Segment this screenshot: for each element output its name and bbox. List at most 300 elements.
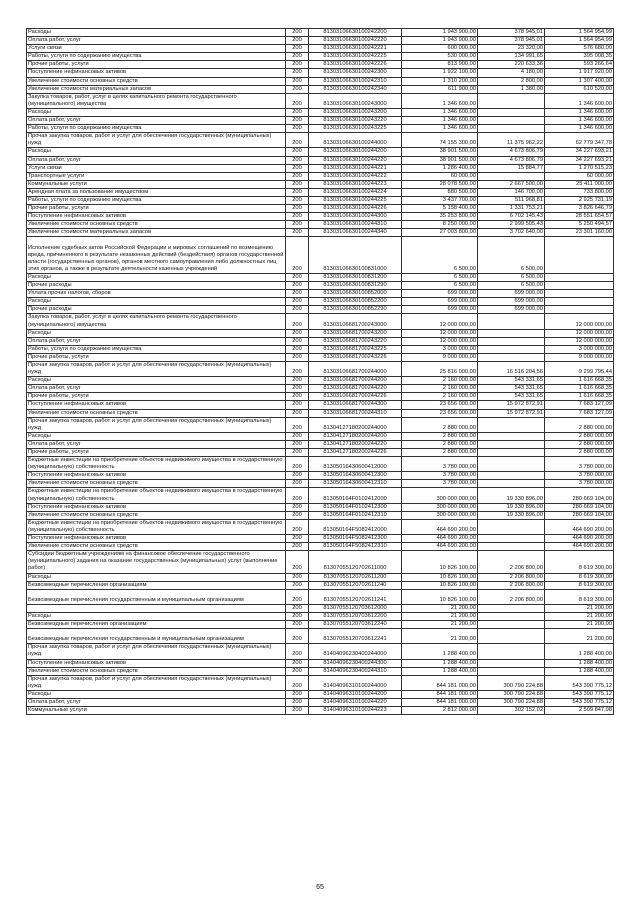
row-classification-code: 813050164F5082412300 — [309, 535, 402, 543]
table-row — [27, 707, 614, 715]
table-row — [27, 205, 614, 213]
row-line-code: 200 — [286, 273, 309, 281]
table-row — [27, 440, 614, 448]
row-classification-code: 81303106630100242226 — [309, 61, 402, 69]
row-unexecuted-amount: 8 619 300,00 — [545, 589, 614, 604]
row-unexecuted-amount: 1 288 400,00 — [545, 667, 614, 675]
row-name: Прочая закупка товаров, работ и услуг для обеспечения государственных (муниципальных) нужд — [27, 675, 286, 690]
row-approved-amount: 10 826 100,00 — [402, 551, 478, 573]
row-line-code: 200 — [286, 337, 309, 345]
row-classification-code: 81307055120702611241 — [309, 589, 402, 604]
row-approved-amount: 1 346 600,00 — [402, 117, 478, 125]
row-classification-code: 81303106630100831000 — [309, 237, 402, 274]
table-row — [27, 221, 614, 229]
row-executed-amount: 300 790 224,88 — [478, 690, 545, 698]
row-line-code: 200 — [286, 472, 309, 480]
row-name: Расходы — [27, 29, 286, 37]
table-row — [27, 306, 614, 314]
row-line-code: 200 — [286, 581, 309, 589]
row-name: Поступление нефинансовых активов — [27, 472, 286, 480]
row-classification-code: 81305016430600412300 — [309, 472, 402, 480]
row-executed-amount — [478, 125, 545, 133]
row-executed-amount: 4 673 806,79 — [478, 148, 545, 156]
row-approved-amount: 844 181 000,00 — [402, 675, 478, 690]
row-line-code: 200 — [286, 503, 309, 511]
row-approved-amount: 38 901 500,00 — [402, 148, 478, 156]
row-classification-code: 81404096230400244300 — [309, 659, 402, 667]
row-unexecuted-amount: 21 200,00 — [545, 621, 614, 629]
row-line-code: 200 — [286, 45, 309, 53]
row-unexecuted-amount: 23 301 160,00 — [545, 229, 614, 237]
row-name: Расходы — [27, 690, 286, 698]
row-approved-amount: 28 078 500,00 — [402, 180, 478, 188]
row-name: Исполнение судебных актов Российской Федерации и мировых соглашений по возмещению вреда, причиненного в результате незаконных действий (бездействия) органов государственной власти (государственных органов), органов местного самоуправления либо должностных лиц этих органов, а также в результате деятельности казенных учреждений — [27, 237, 286, 274]
table-row — [27, 393, 614, 401]
row-unexecuted-amount: 5 250 494,57 — [545, 221, 614, 229]
row-name: Оплата работ, услуг — [27, 156, 286, 164]
row-unexecuted-amount: 8 619 300,00 — [545, 551, 614, 573]
table-row — [27, 290, 614, 298]
row-executed-amount — [478, 535, 545, 543]
row-approved-amount: 21 200,00 — [402, 621, 478, 629]
row-name: Бюджетные инвестиции на приобретение объектов недвижимого имущества в государственную (муниципальную) собственность — [27, 519, 286, 534]
row-executed-amount — [478, 612, 545, 620]
table-row — [27, 573, 614, 581]
table-row — [27, 282, 614, 290]
row-line-code: 200 — [286, 361, 309, 376]
row-line-code: 200 — [286, 345, 309, 353]
row-classification-code: 81404096230400244310 — [309, 667, 402, 675]
row-approved-amount: 300 000 000,00 — [402, 511, 478, 519]
row-classification-code: 81303106681700243225 — [309, 345, 402, 353]
row-line-code: 200 — [286, 621, 309, 629]
row-unexecuted-amount: 543 390 775,12 — [545, 690, 614, 698]
row-line-code: 200 — [286, 449, 309, 457]
row-name: Увеличение стоимости основных средств — [27, 77, 286, 85]
row-executed-amount: 19 330 896,00 — [478, 503, 545, 511]
row-name: Уплата прочих налогов, сборов — [27, 290, 286, 298]
table-row — [27, 229, 614, 237]
row-executed-amount — [478, 432, 545, 440]
row-unexecuted-amount: 1 616 668,35 — [545, 393, 614, 401]
row-classification-code: 81303106630100243225 — [309, 125, 402, 133]
row-approved-amount: 1 943 900,00 — [402, 29, 478, 37]
row-executed-amount: 2 206 800,00 — [478, 573, 545, 581]
row-name: Поступление нефинансовых активов — [27, 659, 286, 667]
row-approved-amount: 38 901 500,00 — [402, 156, 478, 164]
table-row — [27, 180, 614, 188]
row-classification-code: 81303106681700243200 — [309, 329, 402, 337]
row-name — [27, 604, 286, 612]
row-executed-amount: 19 330 896,00 — [478, 488, 545, 503]
row-line-code: 200 — [286, 393, 309, 401]
row-approved-amount: 3 437 700,00 — [402, 196, 478, 204]
table-row — [27, 385, 614, 393]
row-classification-code: 81307055120703612241 — [309, 629, 402, 644]
row-line-code: 200 — [286, 629, 309, 644]
table-row — [27, 690, 614, 698]
row-line-code: 200 — [286, 707, 309, 715]
row-classification-code: 813050164F5082412310 — [309, 543, 402, 551]
row-approved-amount: 10 826 100,00 — [402, 581, 478, 589]
table-row — [27, 480, 614, 488]
row-unexecuted-amount: 21 200,00 — [545, 629, 614, 644]
row-executed-amount: 300 790 224,88 — [478, 675, 545, 690]
row-executed-amount: 511 968,81 — [478, 196, 545, 204]
row-classification-code: 81303106630100244225 — [309, 196, 402, 204]
row-classification-code: 81404096310100244200 — [309, 690, 402, 698]
row-executed-amount — [478, 543, 545, 551]
row-executed-amount: 543 331,65 — [478, 377, 545, 385]
table-row — [27, 45, 614, 53]
row-line-code: 200 — [286, 29, 309, 37]
row-name: Прочие работы, услуги — [27, 393, 286, 401]
row-classification-code: 81303106681700244200 — [309, 377, 402, 385]
row-executed-amount — [478, 480, 545, 488]
row-classification-code: 81303106681700244300 — [309, 401, 402, 409]
row-classification-code: 81303106630100243220 — [309, 117, 402, 125]
row-approved-amount: 60 000,00 — [402, 172, 478, 180]
row-executed-amount — [478, 108, 545, 116]
row-unexecuted-amount: 7 683 127,09 — [545, 409, 614, 417]
row-executed-amount — [478, 644, 545, 659]
row-classification-code: 81303106630100243200 — [309, 108, 402, 116]
row-unexecuted-amount: 12 000 000,00 — [545, 314, 614, 329]
row-approved-amount: 844 181 000,00 — [402, 699, 478, 707]
row-name: Увеличение стоимости материальных запасов — [27, 229, 286, 237]
row-classification-code: 81404096230400244000 — [309, 644, 402, 659]
row-unexecuted-amount — [545, 306, 614, 314]
row-unexecuted-amount — [545, 237, 614, 274]
row-line-code: 200 — [286, 690, 309, 698]
row-line-code: 200 — [286, 69, 309, 77]
row-line-code: 200 — [286, 675, 309, 690]
row-executed-amount — [478, 659, 545, 667]
row-classification-code: 81303106630100243000 — [309, 93, 402, 108]
row-executed-amount: 23 320,00 — [478, 45, 545, 53]
table-row — [27, 511, 614, 519]
row-name: Увеличение стоимости основных средств — [27, 543, 286, 551]
row-line-code: 200 — [286, 488, 309, 503]
row-approved-amount: 1 288 400,00 — [402, 644, 478, 659]
row-line-code: 200 — [286, 156, 309, 164]
row-unexecuted-amount: 280 669 104,00 — [545, 503, 614, 511]
row-name: Расходы — [27, 377, 286, 385]
row-unexecuted-amount: 1 270 515,23 — [545, 164, 614, 172]
row-name: Расходы — [27, 148, 286, 156]
row-classification-code: 81303106681700243000 — [309, 314, 402, 329]
row-unexecuted-amount: 543 390 775,12 — [545, 699, 614, 707]
row-line-code: 200 — [286, 77, 309, 85]
row-classification-code: 81303106630100244340 — [309, 229, 402, 237]
row-name: Бюджетные инвестиции на приобретение объектов недвижимого имущества в государственную (муниципальную) собственность — [27, 457, 286, 472]
table-row — [27, 604, 614, 612]
row-unexecuted-amount: 610 520,00 — [545, 85, 614, 93]
row-classification-code: 81404096310100244220 — [309, 699, 402, 707]
table-row — [27, 377, 614, 385]
row-executed-amount — [478, 621, 545, 629]
row-executed-amount — [478, 329, 545, 337]
row-unexecuted-amount: 25 411 000,00 — [545, 180, 614, 188]
table-row — [27, 125, 614, 133]
row-executed-amount: 15 972 872,91 — [478, 409, 545, 417]
row-unexecuted-amount: 464 690 200,00 — [545, 543, 614, 551]
row-classification-code: 81307055120703612240 — [309, 621, 402, 629]
row-name: Арендная плата за пользование имуществом — [27, 188, 286, 196]
row-unexecuted-amount: 7 683 127,09 — [545, 401, 614, 409]
row-name: Расходы — [27, 612, 286, 620]
row-executed-amount — [478, 353, 545, 361]
row-executed-amount — [478, 337, 545, 345]
row-unexecuted-amount: 3 780 000,00 — [545, 472, 614, 480]
row-line-code: 200 — [286, 385, 309, 393]
row-approved-amount: 23 656 000,00 — [402, 409, 478, 417]
row-line-code: 200 — [286, 164, 309, 172]
row-name: Работы, услуги по содержанию имущества — [27, 53, 286, 61]
row-approved-amount: 699 000,00 — [402, 306, 478, 314]
row-unexecuted-amount: 1 346 600,00 — [545, 125, 614, 133]
row-approved-amount: 844 181 000,00 — [402, 690, 478, 698]
row-classification-code: 81303106630100244224 — [309, 188, 402, 196]
row-name: Поступление нефинансовых активов — [27, 213, 286, 221]
row-unexecuted-amount: 12 000 000,00 — [545, 337, 614, 345]
row-name: Безвозмездные перечисления государственным и муниципальным организациям — [27, 589, 286, 604]
row-executed-amount: 699 000,00 — [478, 306, 545, 314]
row-line-code: 200 — [286, 205, 309, 213]
row-classification-code: 81305016430600412310 — [309, 480, 402, 488]
row-line-code: 200 — [286, 61, 309, 69]
row-unexecuted-amount: 34 227 693,21 — [545, 148, 614, 156]
row-name: Прочие расходы — [27, 306, 286, 314]
row-name: Оплата работ, услуг — [27, 37, 286, 45]
row-classification-code: 81303106630100242310 — [309, 77, 402, 85]
row-executed-amount — [478, 345, 545, 353]
row-name: Увеличение стоимости основных средств — [27, 667, 286, 675]
row-executed-amount: 15 972 872,91 — [478, 401, 545, 409]
row-unexecuted-amount: 3 826 646,79 — [545, 205, 614, 213]
row-approved-amount: 1 943 900,00 — [402, 37, 478, 45]
table-row — [27, 29, 614, 37]
row-executed-amount: 134 991,65 — [478, 53, 545, 61]
row-classification-code: 813050164F5082412000 — [309, 519, 402, 534]
table-row — [27, 148, 614, 156]
row-approved-amount: 6 500,00 — [402, 273, 478, 281]
row-executed-amount — [478, 667, 545, 675]
row-line-code: 200 — [286, 282, 309, 290]
row-executed-amount: 2 206 800,00 — [478, 581, 545, 589]
row-executed-amount: 4 180,00 — [478, 69, 545, 77]
table-row — [27, 93, 614, 108]
row-classification-code: 81303106630100244310 — [309, 221, 402, 229]
table-row — [27, 551, 614, 573]
row-approved-amount: 12 000 000,00 — [402, 337, 478, 345]
table-row — [27, 314, 614, 329]
table-row — [27, 345, 614, 353]
row-classification-code: 813050164F0102412310 — [309, 511, 402, 519]
row-unexecuted-amount: 1 564 954,99 — [545, 29, 614, 37]
budget-report-table — [26, 28, 613, 715]
row-unexecuted-amount: 12 000 000,00 — [545, 329, 614, 337]
row-name: Прочие работы, услуги — [27, 353, 286, 361]
row-name: Поступление нефинансовых активов — [27, 503, 286, 511]
row-classification-code: 81305016430600412000 — [309, 457, 402, 472]
table-row — [27, 409, 614, 417]
table-row — [27, 612, 614, 620]
row-line-code: 200 — [286, 519, 309, 534]
table-row — [27, 417, 614, 432]
row-classification-code: 81303106681700243220 — [309, 337, 402, 345]
row-executed-amount: 543 331,65 — [478, 393, 545, 401]
row-executed-amount: 1 380,00 — [478, 85, 545, 93]
row-name: Увеличение стоимости основных средств — [27, 221, 286, 229]
table-row — [27, 337, 614, 345]
table-row — [27, 213, 614, 221]
table-row — [27, 667, 614, 675]
row-executed-amount — [478, 314, 545, 329]
row-executed-amount: 302 152,02 — [478, 707, 545, 715]
row-approved-amount: 12 000 000,00 — [402, 314, 478, 329]
table-row — [27, 472, 614, 480]
row-classification-code: 81303106630100244000 — [309, 133, 402, 148]
row-name: Субсидии бюджетным учреждениям на финансовое обеспечение государственного (муниципального) задания на оказание государственных (муниципальных) услуг (выполнение работ) — [27, 551, 286, 573]
table-row — [27, 621, 614, 629]
row-line-code: 200 — [286, 148, 309, 156]
table-row — [27, 519, 614, 534]
row-name: Бюджетные инвестиции на приобретение объектов недвижимого имущества в государственную (муниципальную) собственность — [27, 488, 286, 503]
row-line-code: 200 — [286, 699, 309, 707]
table-row — [27, 133, 614, 148]
row-name: Безвозмездные перечисления организациям — [27, 621, 286, 629]
row-approved-amount: 1 288 400,00 — [402, 667, 478, 675]
table-row — [27, 172, 614, 180]
row-line-code: 200 — [286, 659, 309, 667]
row-name: Коммунальные услуги — [27, 180, 286, 188]
row-unexecuted-amount: 1 307 400,00 — [545, 77, 614, 85]
row-unexecuted-amount: 2 880 000,00 — [545, 417, 614, 432]
row-executed-amount — [478, 440, 545, 448]
row-unexecuted-amount: 1 288 400,00 — [545, 659, 614, 667]
row-executed-amount: 11 375 962,22 — [478, 133, 545, 148]
row-classification-code: 81307055120702611200 — [309, 573, 402, 581]
row-line-code: 200 — [286, 237, 309, 274]
row-executed-amount — [478, 629, 545, 644]
table-row — [27, 164, 614, 172]
row-approved-amount: 300 000 000,00 — [402, 503, 478, 511]
row-classification-code: 81404096310100244223 — [309, 707, 402, 715]
row-classification-code: 81303106681700244000 — [309, 361, 402, 376]
row-executed-amount: 2 800,00 — [478, 77, 545, 85]
row-executed-amount: 220 633,36 — [478, 61, 545, 69]
row-unexecuted-amount: 3 780 000,00 — [545, 457, 614, 472]
row-classification-code: 813050164F0102412000 — [309, 488, 402, 503]
table-row — [27, 589, 614, 604]
row-approved-amount: 12 000 000,00 — [402, 329, 478, 337]
row-approved-amount: 600 000,00 — [402, 45, 478, 53]
row-name: Оплата работ, услуг — [27, 117, 286, 125]
row-name: Прочая закупка товаров, работ и услуг для обеспечения государственных (муниципальных) нужд — [27, 644, 286, 659]
row-name: Прочие расходы — [27, 282, 286, 290]
row-name: Оплата работ, услуг — [27, 699, 286, 707]
row-unexecuted-amount: 1 288 400,00 — [545, 644, 614, 659]
row-approved-amount: 1 346 600,00 — [402, 93, 478, 108]
row-unexecuted-amount: 593 266,64 — [545, 61, 614, 69]
table-row — [27, 543, 614, 551]
row-line-code: 200 — [286, 612, 309, 620]
table-row — [27, 77, 614, 85]
row-executed-amount — [478, 457, 545, 472]
row-approved-amount: 880 500,00 — [402, 188, 478, 196]
row-name: Прочая закупка товаров, работ и услуг для обеспечения государственных (муниципальных) нужд — [27, 417, 286, 432]
row-unexecuted-amount: 543 390 775,12 — [545, 675, 614, 690]
row-unexecuted-amount — [545, 298, 614, 306]
row-approved-amount: 35 253 800,00 — [402, 213, 478, 221]
row-name: Прочие работы, услуги — [27, 449, 286, 457]
row-line-code: 200 — [286, 188, 309, 196]
row-executed-amount — [478, 417, 545, 432]
row-name: Поступление нефинансовых активов — [27, 401, 286, 409]
row-unexecuted-amount: 9 000 000,00 — [545, 353, 614, 361]
row-unexecuted-amount: 1 616 668,35 — [545, 377, 614, 385]
table-row — [27, 659, 614, 667]
row-line-code: 200 — [286, 93, 309, 108]
row-classification-code: 81307055120702611000 — [309, 551, 402, 573]
row-executed-amount: 2 206 800,00 — [478, 551, 545, 573]
table-row — [27, 503, 614, 511]
row-line-code: 200 — [286, 37, 309, 45]
row-classification-code: 81303106630100852000 — [309, 290, 402, 298]
row-executed-amount — [478, 604, 545, 612]
row-line-code: 200 — [286, 290, 309, 298]
row-name: Транспортные услуги — [27, 172, 286, 180]
row-classification-code: 81303106630100831200 — [309, 273, 402, 281]
row-executed-amount: 19 330 896,00 — [478, 511, 545, 519]
row-approved-amount: 2 812 000,00 — [402, 707, 478, 715]
table-row — [27, 699, 614, 707]
row-line-code: 200 — [286, 667, 309, 675]
row-classification-code: 81307055120703612000 — [309, 604, 402, 612]
row-line-code: 200 — [286, 180, 309, 188]
row-line-code: 200 — [286, 589, 309, 604]
table-row — [27, 37, 614, 45]
table-row — [27, 401, 614, 409]
row-name: Услуги связи — [27, 164, 286, 172]
row-unexecuted-amount: 9 299 795,44 — [545, 361, 614, 376]
row-approved-amount: 464 690 200,00 — [402, 535, 478, 543]
row-classification-code: 81304127180200244000 — [309, 417, 402, 432]
row-line-code: 200 — [286, 329, 309, 337]
table-row — [27, 188, 614, 196]
row-executed-amount: 16 516 204,56 — [478, 361, 545, 376]
row-unexecuted-amount: 1 917 920,00 — [545, 69, 614, 77]
row-approved-amount: 8 250 000,00 — [402, 221, 478, 229]
table-row — [27, 237, 614, 274]
row-executed-amount — [478, 449, 545, 457]
table-row — [27, 156, 614, 164]
row-name: Оплата работ, услуг — [27, 440, 286, 448]
row-unexecuted-amount: 2 509 847,98 — [545, 707, 614, 715]
row-name: Расходы — [27, 108, 286, 116]
row-approved-amount: 813 900,00 — [402, 61, 478, 69]
row-line-code: 200 — [286, 573, 309, 581]
row-name: Работы, услуги по содержанию имущества — [27, 345, 286, 353]
row-name: Расходы — [27, 329, 286, 337]
row-classification-code: 813050164F0102412300 — [309, 503, 402, 511]
row-classification-code: 81303106630100242200 — [309, 29, 402, 37]
table-row — [27, 449, 614, 457]
row-name: Прочая закупка товаров, работ и услуг для обеспечения государственных (муниципальных) нужд — [27, 133, 286, 148]
row-unexecuted-amount: 576 680,00 — [545, 45, 614, 53]
row-approved-amount: 2 880 000,00 — [402, 440, 478, 448]
